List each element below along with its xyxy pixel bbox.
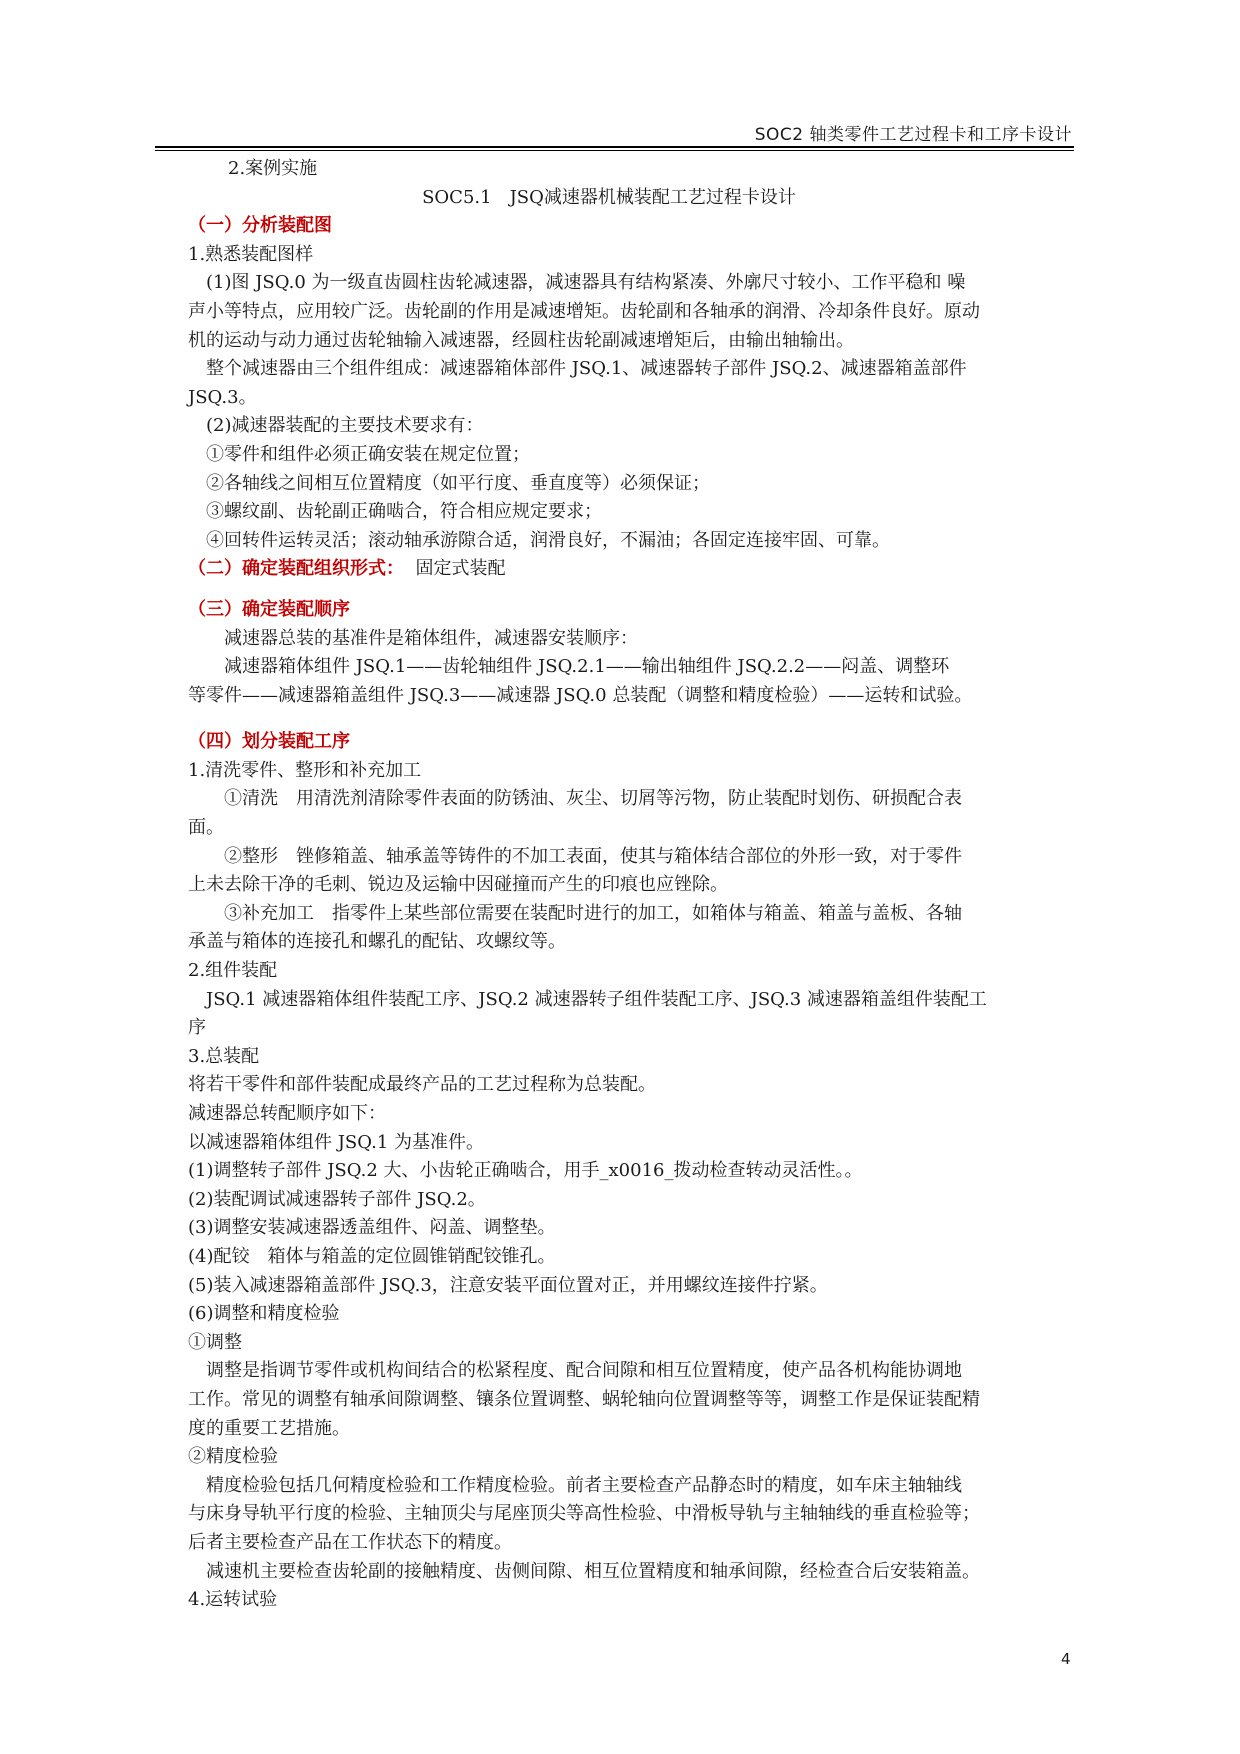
document-body — [188, 155, 1070, 1615]
paragraph-line: 声小等特点，应用较广泛。齿轮副的作用是减速增矩。齿轮副和各轴承的润滑、冷却条件良好。原动 — [188, 300, 980, 322]
paragraph-line: 减速器总转配顺序如下： — [188, 1103, 386, 1124]
list-item: ③螺纹副、齿轮副正确啮合，符合相应规定要求； — [188, 501, 602, 523]
paragraph-line: 4.运转试验 — [188, 1589, 278, 1611]
paragraph-line: 等零件——减速器箱盖组件 JSQ.3——减速器 JSQ.0 总装配（调整和精度检验）——运转和试验。 — [188, 684, 973, 706]
heading-organization-form — [188, 555, 1070, 584]
list-item: (4)配铰 箱体与箱盖的定位圆锥销配铰锥孔。 — [188, 1245, 556, 1267]
paragraph-line: 与床身导轨平行度的检验、主轴顶尖与尾座顶尖等高性检验、中滑板导轨与主轴轴线的垂直检验等； — [188, 1503, 980, 1525]
paragraph-line: ③补充加工 指零件上某些部位需要在装配时进行的加工，如箱体与箱盖、箱盖与盖板、各轴 — [188, 902, 962, 924]
document-title: SOC5.1 JSQ减速器机械装配工艺过程卡设计 — [422, 186, 796, 208]
section-title: 2.案例实施 — [228, 158, 318, 179]
paragraph-line: 机的运动与动力通过齿轮轴输入减速器，经圆柱齿轮副减速增矩后，由输出轴输出。 — [188, 329, 854, 351]
paragraph-line: 2.组件装配 — [188, 960, 278, 982]
running-header-title: SOC2 轴类零件工艺过程卡和工序卡设计 — [754, 125, 1072, 145]
paragraph-line: 1.清洗零件、整形和补充加工 — [188, 759, 422, 781]
heading-organization-label: （二）确定装配组织形式： — [188, 558, 404, 580]
header-rule-thin — [155, 150, 1074, 151]
paragraph-line: 1.熟悉装配图样 — [188, 243, 314, 265]
paragraph-line: (2)减速器装配的主要技术要求有： — [188, 415, 484, 437]
list-item: ④回转件运转灵活；滚动轴承游隙合适，润滑良好，不漏油；各固定连接牢固、可靠。 — [188, 529, 890, 551]
paragraph-line: JSQ.3。 — [188, 386, 257, 408]
paragraph-line: 工作。常见的调整有轴承间隙调整、镶条位置调整、蜗轮轴向位置调整等等，调整工作是保证装配精 — [188, 1388, 980, 1410]
paragraph-line: 后者主要检查产品在工作状态下的精度。 — [188, 1531, 512, 1553]
paragraph-line: 将若干零件和部件装配成最终产品的工艺过程称为总装配。 — [188, 1074, 656, 1096]
paragraph-line: 序 — [188, 1017, 206, 1039]
list-item: ②各轴线之间相互位置精度（如平行度、垂直度等）必须保证； — [188, 472, 710, 494]
list-item: (6)调整和精度检验 — [188, 1303, 340, 1325]
list-item: (3)调整安装减速器透盖组件、闷盖、调整垫。 — [188, 1217, 556, 1239]
list-item: ①零件和组件必须正确安装在规定位置； — [188, 443, 530, 465]
paragraph-line: 面。 — [188, 817, 224, 839]
paragraph-line: 上未去除干净的毛刺、锐边及运输中因碰撞而产生的印痕也应锉除。 — [188, 874, 728, 896]
heading-analyze-assembly: （一）分析装配图 — [188, 215, 332, 237]
page-number: 4 — [1061, 1650, 1071, 1668]
list-item: (5)装入减速器箱盖部件 JSQ.3，注意安装平面位置对正，并用螺纹连接件拧紧。 — [188, 1274, 828, 1296]
paragraph-line: JSQ.1 减速器箱体组件装配工序、JSQ.2 减速器转子组件装配工序、JSQ.3 减速器箱盖组件装配工 — [188, 988, 987, 1010]
paragraph-line: ②整形 锉修箱盖、轴承盖等铸件的不加工表面，使其与箱体结合部位的外形一致，对于零件 — [188, 845, 962, 867]
subheading: ②精度检验 — [188, 1446, 278, 1468]
subheading: ①调整 — [188, 1331, 242, 1353]
heading-divide-process: （四）划分装配工序 — [188, 731, 350, 753]
paragraph-line: 减速机主要检查齿轮副的接触精度、齿侧间隙、相互位置精度和轴承间隙，经检查合后安装箱盖。 — [188, 1560, 980, 1582]
header-rule-thick — [155, 146, 1074, 148]
list-item: (2)装配调试减速器转子部件 JSQ.2。 — [188, 1188, 486, 1210]
paragraph-line: 减速器总装的基准件是箱体组件，减速器安装顺序： — [188, 627, 638, 649]
paragraph-line: 承盖与箱体的连接孔和螺孔的配钻、攻螺纹等。 — [188, 931, 566, 953]
heading-assembly-sequence: （三）确定装配顺序 — [188, 598, 350, 620]
list-item: (1)调整转子部件 JSQ.2 大、小齿轮正确啮合，用手_x0016_拨动检查转动灵活性。。 — [188, 1160, 863, 1182]
paragraph-line: ①清洗 用清洗剂清除零件表面的防锈油、灰尘、切屑等污物，防止装配时划伤、研损配合表 — [188, 788, 962, 810]
paragraph-line: 整个减速器由三个组件组成：减速器箱体部件 JSQ.1、减速器转子部件 JSQ.2、减速器箱盖部件 — [188, 358, 967, 380]
organization-form-value: 固定式装配 — [415, 558, 506, 580]
paragraph-line: 精度检验包括几何精度检验和工作精度检验。前者主要检查产品静态时的精度，如车床主轴轴线 — [188, 1474, 962, 1496]
paragraph-line: 调整是指调节零件或机构间结合的松紧程度、配合间隙和相互位置精度，使产品各机构能协调地 — [188, 1360, 962, 1382]
paragraph-line: 度的重要工艺措施。 — [188, 1417, 350, 1439]
paragraph-line: (1)图 JSQ.0 为一级直齿圆柱齿轮减速器，减速器具有结构紧凑、外廓尺寸较小、工作平稳和 噪 — [188, 272, 966, 294]
paragraph-line: 减速器箱体组件 JSQ.1——齿轮轴组件 JSQ.2.1——输出轴组件 JSQ.2.2——闷盖、调整环 — [188, 656, 950, 678]
paragraph-line: 以减速器箱体组件 JSQ.1 为基准件。 — [188, 1131, 485, 1153]
paragraph-line: 3.总装配 — [188, 1045, 260, 1067]
